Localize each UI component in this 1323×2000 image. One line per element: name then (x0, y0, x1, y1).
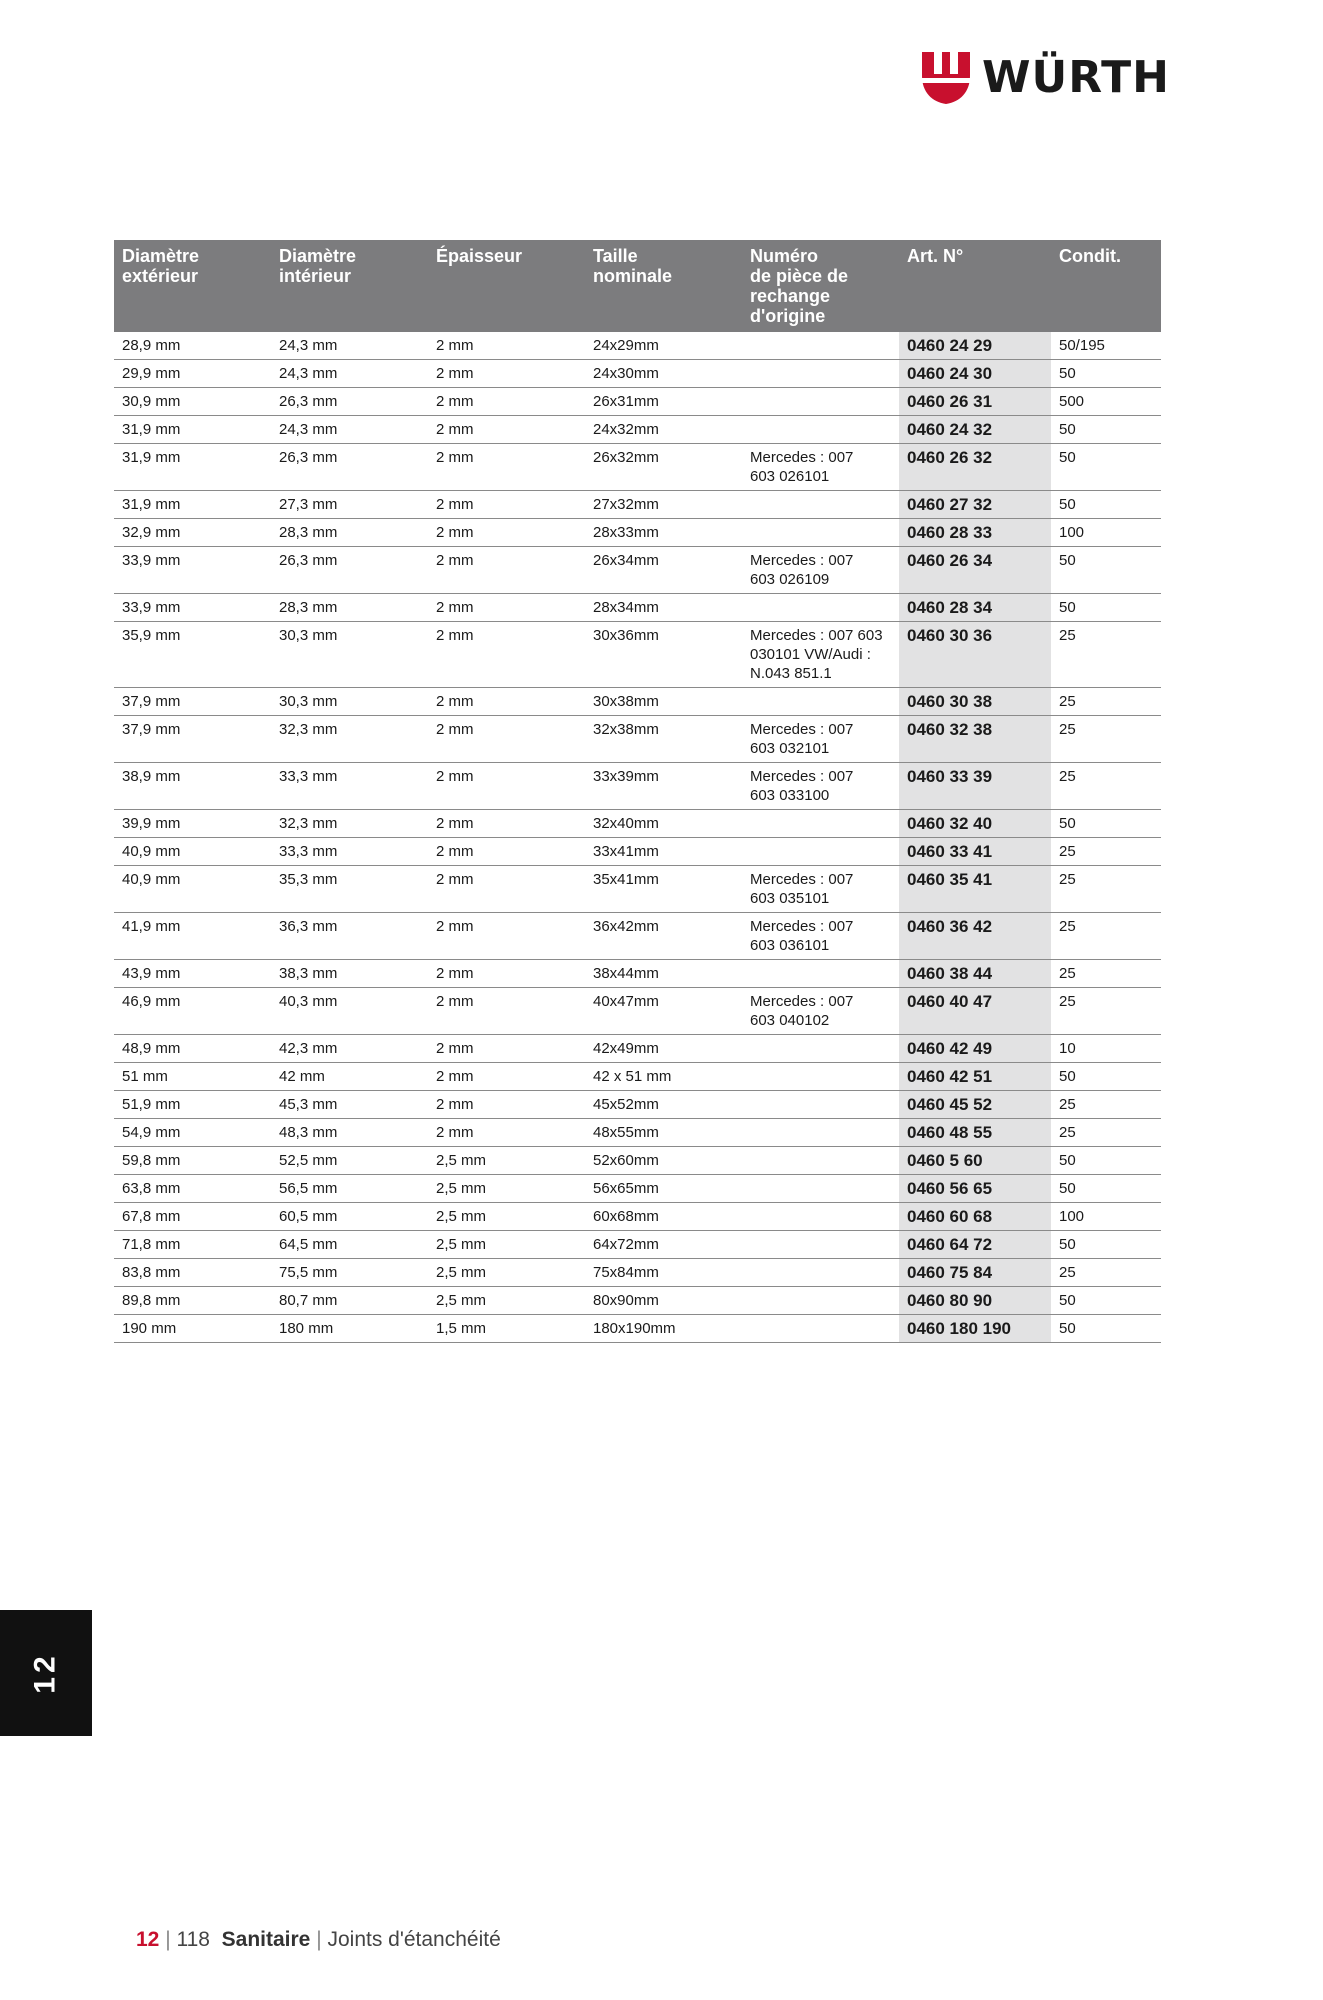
cell-thickness: 2 mm (428, 838, 585, 866)
cell-thickness: 2,5 mm (428, 1203, 585, 1231)
cell-outer-diameter: 33,9 mm (114, 547, 271, 594)
cell-nominal-size: 42 x 51 mm (585, 1063, 742, 1091)
cell-article-number: 0460 75 84 (899, 1259, 1051, 1287)
cell-oem-part-number: Mercedes : 007 603 032101 (742, 716, 899, 763)
cell-oem-part-number (742, 1063, 899, 1091)
table-row (114, 1287, 1161, 1315)
cell-article-number: 0460 33 41 (899, 838, 1051, 866)
cell-article-number: 0460 33 39 (899, 763, 1051, 810)
cell-inner-diameter: 60,5 mm (271, 1203, 428, 1231)
cell-thickness: 2 mm (428, 763, 585, 810)
cell-inner-diameter: 36,3 mm (271, 913, 428, 960)
cell-outer-diameter: 71,8 mm (114, 1231, 271, 1259)
cell-thickness: 2 mm (428, 1035, 585, 1063)
cell-oem-part-number (742, 416, 899, 444)
cell-outer-diameter: 83,8 mm (114, 1259, 271, 1287)
cell-packaging: 50 (1051, 1063, 1161, 1091)
cell-inner-diameter: 64,5 mm (271, 1231, 428, 1259)
cell-oem-part-number (742, 1231, 899, 1259)
cell-outer-diameter: 30,9 mm (114, 388, 271, 416)
header-packaging: Condit. (1051, 240, 1161, 332)
cell-outer-diameter: 48,9 mm (114, 1035, 271, 1063)
cell-thickness: 2 mm (428, 1063, 585, 1091)
cell-packaging: 25 (1051, 988, 1161, 1035)
table-row (114, 716, 1161, 763)
cell-packaging: 25 (1051, 1119, 1161, 1147)
cell-inner-diameter: 30,3 mm (271, 622, 428, 688)
table-row (114, 444, 1161, 491)
cell-thickness: 2,5 mm (428, 1259, 585, 1287)
cell-packaging: 25 (1051, 838, 1161, 866)
cell-nominal-size: 45x52mm (585, 1091, 742, 1119)
table-row (114, 1035, 1161, 1063)
cell-thickness: 2 mm (428, 1091, 585, 1119)
cell-article-number: 0460 180 190 (899, 1315, 1051, 1343)
cell-packaging: 25 (1051, 1091, 1161, 1119)
cell-oem-part-number (742, 838, 899, 866)
cell-nominal-size: 64x72mm (585, 1231, 742, 1259)
cell-article-number: 0460 24 29 (899, 332, 1051, 360)
cell-inner-diameter: 33,3 mm (271, 838, 428, 866)
cell-oem-part-number (742, 360, 899, 388)
cell-packaging: 25 (1051, 622, 1161, 688)
cell-thickness: 2 mm (428, 866, 585, 913)
cell-inner-diameter: 80,7 mm (271, 1287, 428, 1315)
cell-outer-diameter: 31,9 mm (114, 444, 271, 491)
cell-outer-diameter: 32,9 mm (114, 519, 271, 547)
cell-article-number: 0460 32 40 (899, 810, 1051, 838)
cell-outer-diameter: 40,9 mm (114, 866, 271, 913)
cell-outer-diameter: 190 mm (114, 1315, 271, 1343)
cell-nominal-size: 180x190mm (585, 1315, 742, 1343)
table-row (114, 1315, 1161, 1343)
table-row (114, 388, 1161, 416)
cell-inner-diameter: 45,3 mm (271, 1091, 428, 1119)
cell-outer-diameter: 31,9 mm (114, 416, 271, 444)
cell-outer-diameter: 31,9 mm (114, 491, 271, 519)
cell-oem-part-number (742, 1147, 899, 1175)
cell-packaging: 50 (1051, 810, 1161, 838)
cell-outer-diameter: 41,9 mm (114, 913, 271, 960)
cell-article-number: 0460 56 65 (899, 1175, 1051, 1203)
cell-oem-part-number: Mercedes : 007 603 026109 (742, 547, 899, 594)
cell-nominal-size: 27x32mm (585, 491, 742, 519)
cell-inner-diameter: 38,3 mm (271, 960, 428, 988)
cell-oem-part-number (742, 1175, 899, 1203)
cell-thickness: 2 mm (428, 519, 585, 547)
cell-nominal-size: 28x33mm (585, 519, 742, 547)
cell-nominal-size: 33x41mm (585, 838, 742, 866)
cell-article-number: 0460 32 38 (899, 716, 1051, 763)
cell-thickness: 2 mm (428, 810, 585, 838)
cell-inner-diameter: 27,3 mm (271, 491, 428, 519)
cell-packaging: 50 (1051, 360, 1161, 388)
cell-inner-diameter: 180 mm (271, 1315, 428, 1343)
cell-packaging: 50 (1051, 1231, 1161, 1259)
header-article-number: Art. N° (899, 240, 1051, 332)
table-row (114, 838, 1161, 866)
cell-nominal-size: 60x68mm (585, 1203, 742, 1231)
cell-outer-diameter: 35,9 mm (114, 622, 271, 688)
cell-nominal-size: 32x40mm (585, 810, 742, 838)
cell-packaging: 50 (1051, 416, 1161, 444)
cell-nominal-size: 38x44mm (585, 960, 742, 988)
cell-inner-diameter: 56,5 mm (271, 1175, 428, 1203)
cell-packaging: 50 (1051, 491, 1161, 519)
cell-oem-part-number (742, 332, 899, 360)
cell-outer-diameter: 67,8 mm (114, 1203, 271, 1231)
cell-thickness: 2,5 mm (428, 1231, 585, 1259)
chapter-tab-label: 12 (29, 1652, 62, 1694)
cell-nominal-size: 30x36mm (585, 622, 742, 688)
table-row (114, 1119, 1161, 1147)
cell-packaging: 25 (1051, 688, 1161, 716)
cell-nominal-size: 33x39mm (585, 763, 742, 810)
cell-oem-part-number (742, 688, 899, 716)
cell-outer-diameter: 33,9 mm (114, 594, 271, 622)
cell-outer-diameter: 63,8 mm (114, 1175, 271, 1203)
cell-thickness: 2 mm (428, 491, 585, 519)
cell-packaging: 50 (1051, 1287, 1161, 1315)
header-inner-diameter: Diamètre intérieur (271, 240, 428, 332)
cell-inner-diameter: 26,3 mm (271, 444, 428, 491)
cell-article-number: 0460 30 38 (899, 688, 1051, 716)
cell-article-number: 0460 28 34 (899, 594, 1051, 622)
cell-nominal-size: 30x38mm (585, 688, 742, 716)
cell-nominal-size: 35x41mm (585, 866, 742, 913)
cell-packaging: 100 (1051, 519, 1161, 547)
cell-article-number: 0460 30 36 (899, 622, 1051, 688)
cell-nominal-size: 48x55mm (585, 1119, 742, 1147)
cell-oem-part-number (742, 388, 899, 416)
cell-oem-part-number: Mercedes : 007 603 030101 VW/Audi : N.043 851.1 (742, 622, 899, 688)
cell-oem-part-number: Mercedes : 007 603 035101 (742, 866, 899, 913)
table-row (114, 519, 1161, 547)
cell-packaging: 500 (1051, 388, 1161, 416)
cell-article-number: 0460 36 42 (899, 913, 1051, 960)
cell-inner-diameter: 52,5 mm (271, 1147, 428, 1175)
table-row (114, 913, 1161, 960)
cell-article-number: 0460 26 31 (899, 388, 1051, 416)
header-oem-part-number: Numéro de pièce de rechange d'origine (742, 240, 899, 332)
table-row (114, 1203, 1161, 1231)
table-row (114, 1063, 1161, 1091)
cell-thickness: 2,5 mm (428, 1287, 585, 1315)
table-row (114, 866, 1161, 913)
cell-packaging: 25 (1051, 716, 1161, 763)
cell-oem-part-number: Mercedes : 007 603 033100 (742, 763, 899, 810)
cell-article-number: 0460 28 33 (899, 519, 1051, 547)
cell-inner-diameter: 30,3 mm (271, 688, 428, 716)
cell-oem-part-number (742, 1203, 899, 1231)
table-row (114, 810, 1161, 838)
cell-packaging: 100 (1051, 1203, 1161, 1231)
cell-article-number: 0460 60 68 (899, 1203, 1051, 1231)
cell-thickness: 2 mm (428, 360, 585, 388)
cell-nominal-size: 32x38mm (585, 716, 742, 763)
cell-inner-diameter: 24,3 mm (271, 360, 428, 388)
cell-article-number: 0460 64 72 (899, 1231, 1051, 1259)
cell-nominal-size: 36x42mm (585, 913, 742, 960)
cell-inner-diameter: 40,3 mm (271, 988, 428, 1035)
cell-oem-part-number (742, 491, 899, 519)
cell-oem-part-number (742, 594, 899, 622)
cell-nominal-size: 56x65mm (585, 1175, 742, 1203)
cell-oem-part-number (742, 519, 899, 547)
page-footer: 12 | 118 Sanitaire | Joints d'étanchéité (136, 1928, 501, 1951)
header-outer-diameter: Diamètre extérieur (114, 240, 271, 332)
cell-inner-diameter: 42 mm (271, 1063, 428, 1091)
cell-inner-diameter: 26,3 mm (271, 547, 428, 594)
cell-thickness: 1,5 mm (428, 1315, 585, 1343)
cell-article-number: 0460 80 90 (899, 1287, 1051, 1315)
table-row (114, 960, 1161, 988)
chapter-number: 12 (136, 1928, 160, 1951)
cell-nominal-size: 75x84mm (585, 1259, 742, 1287)
cell-nominal-size: 26x31mm (585, 388, 742, 416)
table-row (114, 491, 1161, 519)
cell-packaging: 25 (1051, 960, 1161, 988)
cell-nominal-size: 24x32mm (585, 416, 742, 444)
cell-inner-diameter: 32,3 mm (271, 716, 428, 763)
table-row (114, 988, 1161, 1035)
cell-thickness: 2 mm (428, 688, 585, 716)
cell-packaging: 25 (1051, 913, 1161, 960)
cell-nominal-size: 24x30mm (585, 360, 742, 388)
cell-outer-diameter: 28,9 mm (114, 332, 271, 360)
cell-packaging: 25 (1051, 763, 1161, 810)
subsection-title: Joints d'étanchéité (327, 1928, 501, 1951)
cell-thickness: 2 mm (428, 388, 585, 416)
table-row (114, 332, 1161, 360)
cell-packaging: 50 (1051, 594, 1161, 622)
section-title: Sanitaire (221, 1928, 311, 1951)
cell-outer-diameter: 39,9 mm (114, 810, 271, 838)
page-number: 118 (176, 1928, 210, 1951)
cell-oem-part-number (742, 1119, 899, 1147)
cell-thickness: 2 mm (428, 416, 585, 444)
cell-article-number: 0460 24 30 (899, 360, 1051, 388)
cell-oem-part-number (742, 810, 899, 838)
table-row (114, 1091, 1161, 1119)
table-row (114, 1231, 1161, 1259)
cell-article-number: 0460 45 52 (899, 1091, 1051, 1119)
cell-oem-part-number (742, 1091, 899, 1119)
cell-thickness: 2 mm (428, 913, 585, 960)
cell-outer-diameter: 89,8 mm (114, 1287, 271, 1315)
cell-thickness: 2 mm (428, 1119, 585, 1147)
cell-nominal-size: 42x49mm (585, 1035, 742, 1063)
cell-thickness: 2 mm (428, 594, 585, 622)
cell-nominal-size: 28x34mm (585, 594, 742, 622)
cell-oem-part-number (742, 1259, 899, 1287)
table-row (114, 1147, 1161, 1175)
cell-nominal-size: 52x60mm (585, 1147, 742, 1175)
cell-nominal-size: 24x29mm (585, 332, 742, 360)
cell-article-number: 0460 40 47 (899, 988, 1051, 1035)
table-row (114, 763, 1161, 810)
cell-inner-diameter: 26,3 mm (271, 388, 428, 416)
product-table (114, 240, 1161, 1343)
cell-outer-diameter: 46,9 mm (114, 988, 271, 1035)
cell-thickness: 2 mm (428, 547, 585, 594)
cell-article-number: 0460 26 32 (899, 444, 1051, 491)
table-row (114, 688, 1161, 716)
table-row (114, 594, 1161, 622)
cell-article-number: 0460 42 49 (899, 1035, 1051, 1063)
cell-outer-diameter: 43,9 mm (114, 960, 271, 988)
header-thickness: Épaisseur (428, 240, 585, 332)
cell-thickness: 2 mm (428, 444, 585, 491)
table-row (114, 360, 1161, 388)
cell-oem-part-number (742, 1315, 899, 1343)
table-row (114, 547, 1161, 594)
cell-outer-diameter: 51,9 mm (114, 1091, 271, 1119)
cell-outer-diameter: 38,9 mm (114, 763, 271, 810)
brand-name: WÜRTH (982, 52, 1171, 103)
cell-inner-diameter: 48,3 mm (271, 1119, 428, 1147)
cell-outer-diameter: 51 mm (114, 1063, 271, 1091)
cell-inner-diameter: 35,3 mm (271, 866, 428, 913)
cell-oem-part-number: Mercedes : 007 603 026101 (742, 444, 899, 491)
cell-thickness: 2 mm (428, 716, 585, 763)
table-row (114, 416, 1161, 444)
cell-article-number: 0460 24 32 (899, 416, 1051, 444)
cell-article-number: 0460 26 34 (899, 547, 1051, 594)
cell-article-number: 0460 35 41 (899, 866, 1051, 913)
cell-article-number: 0460 27 32 (899, 491, 1051, 519)
cell-packaging: 50 (1051, 547, 1161, 594)
cell-inner-diameter: 28,3 mm (271, 594, 428, 622)
table-header-row (114, 240, 1161, 332)
cell-oem-part-number (742, 1287, 899, 1315)
cell-article-number: 0460 5 60 (899, 1147, 1051, 1175)
cell-inner-diameter: 33,3 mm (271, 763, 428, 810)
table-row (114, 1259, 1161, 1287)
cell-outer-diameter: 59,8 mm (114, 1147, 271, 1175)
cell-article-number: 0460 38 44 (899, 960, 1051, 988)
cell-packaging: 50 (1051, 1175, 1161, 1203)
cell-outer-diameter: 40,9 mm (114, 838, 271, 866)
cell-inner-diameter: 24,3 mm (271, 416, 428, 444)
chapter-side-tab (0, 1610, 92, 1736)
cell-thickness: 2 mm (428, 622, 585, 688)
table-row (114, 1175, 1161, 1203)
cell-thickness: 2,5 mm (428, 1175, 585, 1203)
cell-article-number: 0460 48 55 (899, 1119, 1051, 1147)
cell-nominal-size: 80x90mm (585, 1287, 742, 1315)
cell-thickness: 2 mm (428, 332, 585, 360)
cell-packaging: 50/195 (1051, 332, 1161, 360)
cell-inner-diameter: 24,3 mm (271, 332, 428, 360)
wurth-logo (922, 52, 1170, 104)
cell-inner-diameter: 28,3 mm (271, 519, 428, 547)
cell-nominal-size: 26x32mm (585, 444, 742, 491)
table-row (114, 622, 1161, 688)
cell-outer-diameter: 29,9 mm (114, 360, 271, 388)
cell-thickness: 2 mm (428, 960, 585, 988)
cell-oem-part-number (742, 960, 899, 988)
cell-packaging: 50 (1051, 1315, 1161, 1343)
cell-oem-part-number: Mercedes : 007 603 036101 (742, 913, 899, 960)
cell-nominal-size: 26x34mm (585, 547, 742, 594)
cell-outer-diameter: 37,9 mm (114, 716, 271, 763)
cell-inner-diameter: 32,3 mm (271, 810, 428, 838)
cell-outer-diameter: 37,9 mm (114, 688, 271, 716)
cell-article-number: 0460 42 51 (899, 1063, 1051, 1091)
wurth-logo-mark-icon (922, 52, 970, 104)
cell-inner-diameter: 42,3 mm (271, 1035, 428, 1063)
cell-packaging: 10 (1051, 1035, 1161, 1063)
cell-packaging: 50 (1051, 444, 1161, 491)
cell-nominal-size: 40x47mm (585, 988, 742, 1035)
cell-oem-part-number: Mercedes : 007 603 040102 (742, 988, 899, 1035)
cell-packaging: 25 (1051, 866, 1161, 913)
cell-packaging: 25 (1051, 1259, 1161, 1287)
cell-thickness: 2,5 mm (428, 1147, 585, 1175)
cell-packaging: 50 (1051, 1147, 1161, 1175)
cell-outer-diameter: 54,9 mm (114, 1119, 271, 1147)
cell-inner-diameter: 75,5 mm (271, 1259, 428, 1287)
cell-thickness: 2 mm (428, 988, 585, 1035)
cell-oem-part-number (742, 1035, 899, 1063)
header-nominal-size: Taille nominale (585, 240, 742, 332)
